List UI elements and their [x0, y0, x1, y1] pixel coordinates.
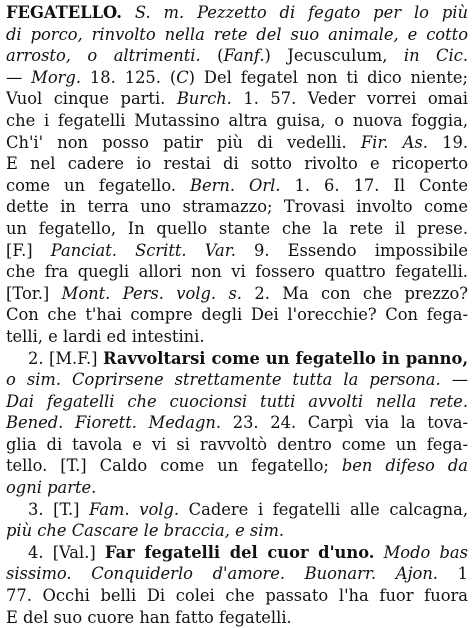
text-run: ben difeso da — [341, 456, 468, 476]
sense4-line — [6, 542, 468, 564]
entry-body-line — [6, 175, 468, 197]
entry-body-line — [6, 326, 468, 348]
text-run: E nel cadere io restai di sotto rivolto e ricoperto — [6, 154, 468, 174]
text-run: Cadere i fegatelli alle calcagna, — [179, 499, 468, 519]
sense2-line — [6, 369, 468, 391]
text-run: [Tor.] — [6, 283, 62, 303]
text-run: 18. 125. ( — [81, 67, 177, 87]
text-run: Con che t'hai compre degli Dei l'orecchie? Con fega- — [6, 305, 468, 325]
text-run: Modo bas — [374, 542, 468, 562]
sense-3 — [6, 499, 468, 542]
text-run: più che Cascare le braccia, e sim. — [6, 521, 285, 541]
sense-2 — [6, 348, 468, 499]
sense3-line — [6, 520, 468, 542]
text-run: — Morg. — [6, 67, 82, 87]
text-run: ) Jecusculum, — [264, 46, 404, 66]
text-run: 77. Occhi belli Di colei che passato l'ha fuor fuora — [6, 586, 468, 606]
text-run: sissimo. Conquiderlo d'amore. Buonarr. Ajon. — [6, 564, 438, 584]
text-run: ogni parte. — [6, 478, 97, 498]
text-run: C — [176, 67, 189, 87]
entry-fegatello — [6, 2, 468, 348]
text-run: Bern. Orl. — [190, 175, 281, 195]
text-run: Dai fegatelli che cuocionsi tutti avvolti nella rete. — [6, 391, 468, 411]
sense4-line — [6, 607, 468, 628]
text-run: come un fegatello. — [6, 175, 190, 195]
text-run: FEGATELLO. — [6, 3, 122, 22]
entry-body-line — [6, 261, 468, 283]
entry-body-line — [6, 132, 468, 154]
text-run: che fra quegli allori non vi fossero quattro fegatelli. — [6, 262, 468, 282]
text-run: Burch. — [176, 89, 232, 109]
sense-4 — [6, 542, 468, 628]
text-run: 3. [T.] — [28, 499, 90, 519]
text-run: 1. 57. Veder vorrei omai — [231, 89, 468, 109]
text-run: E del suo cuore han fatto fegatelli. — [6, 607, 292, 627]
text-run: S. m. Pezzetto di fegato per lo più — [121, 3, 468, 22]
sense2-line — [6, 412, 468, 434]
entry-body-line — [6, 24, 468, 46]
sense2-line — [6, 455, 468, 477]
text-run: 9. Essendo impossibile — [235, 240, 468, 260]
text-run: arrosto, o altrimenti. — [6, 46, 201, 66]
entry-body-line — [6, 240, 468, 262]
text-run: tello. [T.] Caldo come un fegatello; — [6, 456, 342, 476]
entry-body-line — [6, 88, 468, 110]
text-run: Fir. As. — [360, 132, 428, 152]
text-run: Mont. Pers. volg. s. — [61, 283, 242, 303]
text-run: 2. [M.F.] — [28, 348, 104, 368]
entry-body-line — [6, 2, 468, 24]
sense2-line — [6, 348, 468, 370]
text-run: 2. Ma con che prezzo? — [242, 283, 468, 303]
text-run: in Cic. — [403, 46, 468, 66]
text-run: Far fegatelli del cuor d'uno. — [104, 542, 375, 562]
text-run: che i fegatelli Mutassino altra guisa, o nuova foggia, — [6, 110, 468, 130]
sense4-line — [6, 585, 468, 607]
text-run: un fegatello, In quello stante che la rete il prese. — [6, 218, 468, 238]
text-run: glia di tavola e vi si ravvoltò dentro come un fega- — [6, 434, 468, 454]
text-run: Ravvoltarsi come un fegatello in panno, — [103, 348, 468, 368]
text-run: dette in terra uno stramazzo; Trovasi involto come — [6, 197, 468, 217]
entry-body-line — [6, 304, 468, 326]
text-run: Bened. Fiorett. Medagn. — [6, 413, 222, 433]
sense3-line — [6, 499, 468, 521]
text-run: Ch'i' non posso patir più di vedelli. — [6, 132, 361, 152]
text-run: Fanf. — [223, 46, 265, 66]
entry-body-line — [6, 153, 468, 175]
text-run: 1 — [437, 564, 468, 584]
text-run: Fam. volg. — [89, 499, 180, 519]
text-run: 19. — [427, 132, 468, 152]
entry-body-line — [6, 67, 468, 89]
sense2-line — [6, 391, 468, 413]
text-run: Vuol cinque parti. — [6, 89, 177, 109]
sense2-line — [6, 477, 468, 499]
text-run: ( — [200, 46, 224, 66]
text-run: o sim. Coprirsene strettamente tutta la persona. — — [6, 370, 468, 390]
text-run: telli, e lardi ed intestini. — [6, 326, 205, 346]
text-run: Panciat. Scritt. Var. — [50, 240, 236, 260]
text-run: 4. [Val.] — [28, 542, 105, 562]
sense2-line — [6, 434, 468, 456]
text-run: 23. 24. Carpì via la tova- — [221, 413, 468, 433]
text-run: ) Del fegatel non ti dico niente; — [188, 67, 468, 87]
text-run: di porco, rinvolto nella rete del suo animale, e cotto — [6, 24, 468, 44]
entry-body-line — [6, 196, 468, 218]
entry-body-line — [6, 283, 468, 305]
text-run: [F.] — [6, 240, 51, 260]
text-run: 1. 6. 17. Il Conte — [280, 175, 468, 195]
entry-body-line — [6, 110, 468, 132]
sense4-line — [6, 563, 468, 585]
entry-body-line — [6, 218, 468, 240]
entry-body-line — [6, 45, 468, 67]
